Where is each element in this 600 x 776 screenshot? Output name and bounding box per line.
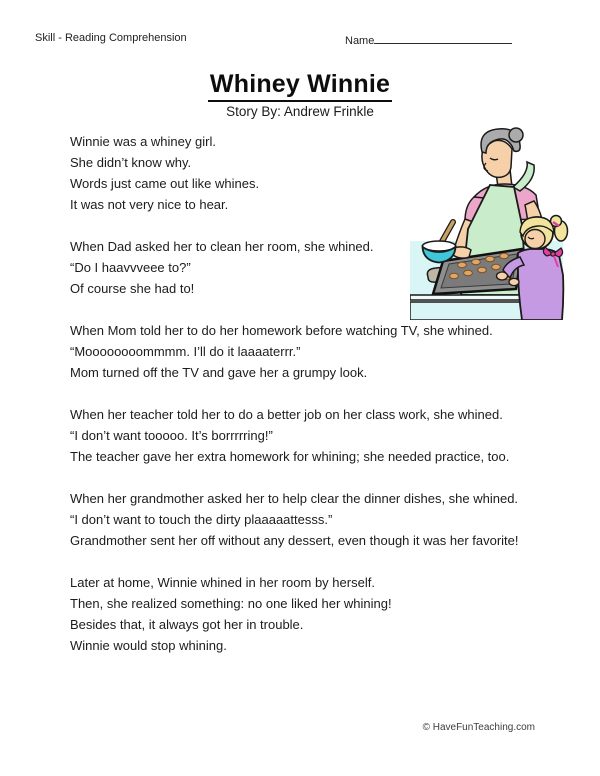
- name-label: Name: [345, 35, 375, 47]
- story-paragraph: [70, 488, 595, 551]
- name-field: [345, 32, 512, 47]
- story-line: Later at home, Winnie whined in her room by herself.: [70, 575, 375, 590]
- story-line: Winnie would stop whining.: [70, 638, 227, 653]
- story-line: Of course she had to!: [70, 281, 195, 296]
- story-line: When Dad asked her to clean her room, she whined.: [70, 239, 374, 254]
- story-line: Then, she realized something: no one liked her whining!: [70, 596, 392, 611]
- story-line: Grandmother sent her off without any dessert, even though it was her favorite!: [70, 533, 519, 548]
- story-paragraph: [70, 404, 595, 467]
- footer-credit: © HaveFunTeaching.com: [422, 722, 535, 733]
- story-line: Winnie was a whiney girl.: [70, 134, 216, 149]
- worksheet-title: Whiney Winnie: [208, 70, 392, 102]
- story-line: The teacher gave her extra homework for whining; she needed practice, too.: [70, 449, 510, 464]
- name-blank-line: [374, 32, 512, 44]
- story-line: “Moooooooommmm. I’ll do it laaaaterrr.”: [70, 344, 301, 359]
- story-paragraph: [70, 320, 595, 383]
- title-row: [0, 70, 600, 102]
- story-line: When her teacher told her to do a better job on her class work, she whined.: [70, 407, 503, 422]
- story-line: Mom turned off the TV and gave her a grumpy look.: [70, 365, 368, 380]
- skill-label: Skill - Reading Comprehension: [35, 32, 187, 44]
- story-paragraph: [70, 236, 595, 299]
- story-line: Besides that, it always got her in trouble.: [70, 617, 304, 632]
- story-body: [70, 131, 595, 677]
- story-paragraph: [70, 131, 595, 215]
- story-paragraph: [70, 572, 595, 656]
- story-line: It was not very nice to hear.: [70, 197, 229, 212]
- story-line: When her grandmother asked her to help clear the dinner dishes, she whined.: [70, 491, 519, 506]
- story-line: “I don’t want to touch the dirty plaaaaattesss.”: [70, 512, 333, 527]
- story-line: “I don’t want tooooo. It’s borrrrring!”: [70, 428, 273, 443]
- story-line: When Mom told her to do her homework before watching TV, she whined.: [70, 323, 493, 338]
- story-byline: Story By: Andrew Frinkle: [226, 104, 374, 119]
- story-line: She didn’t know why.: [70, 155, 192, 170]
- story-line: “Do I haavvveee to?”: [70, 260, 191, 275]
- story-line: Words just came out like whines.: [70, 176, 260, 191]
